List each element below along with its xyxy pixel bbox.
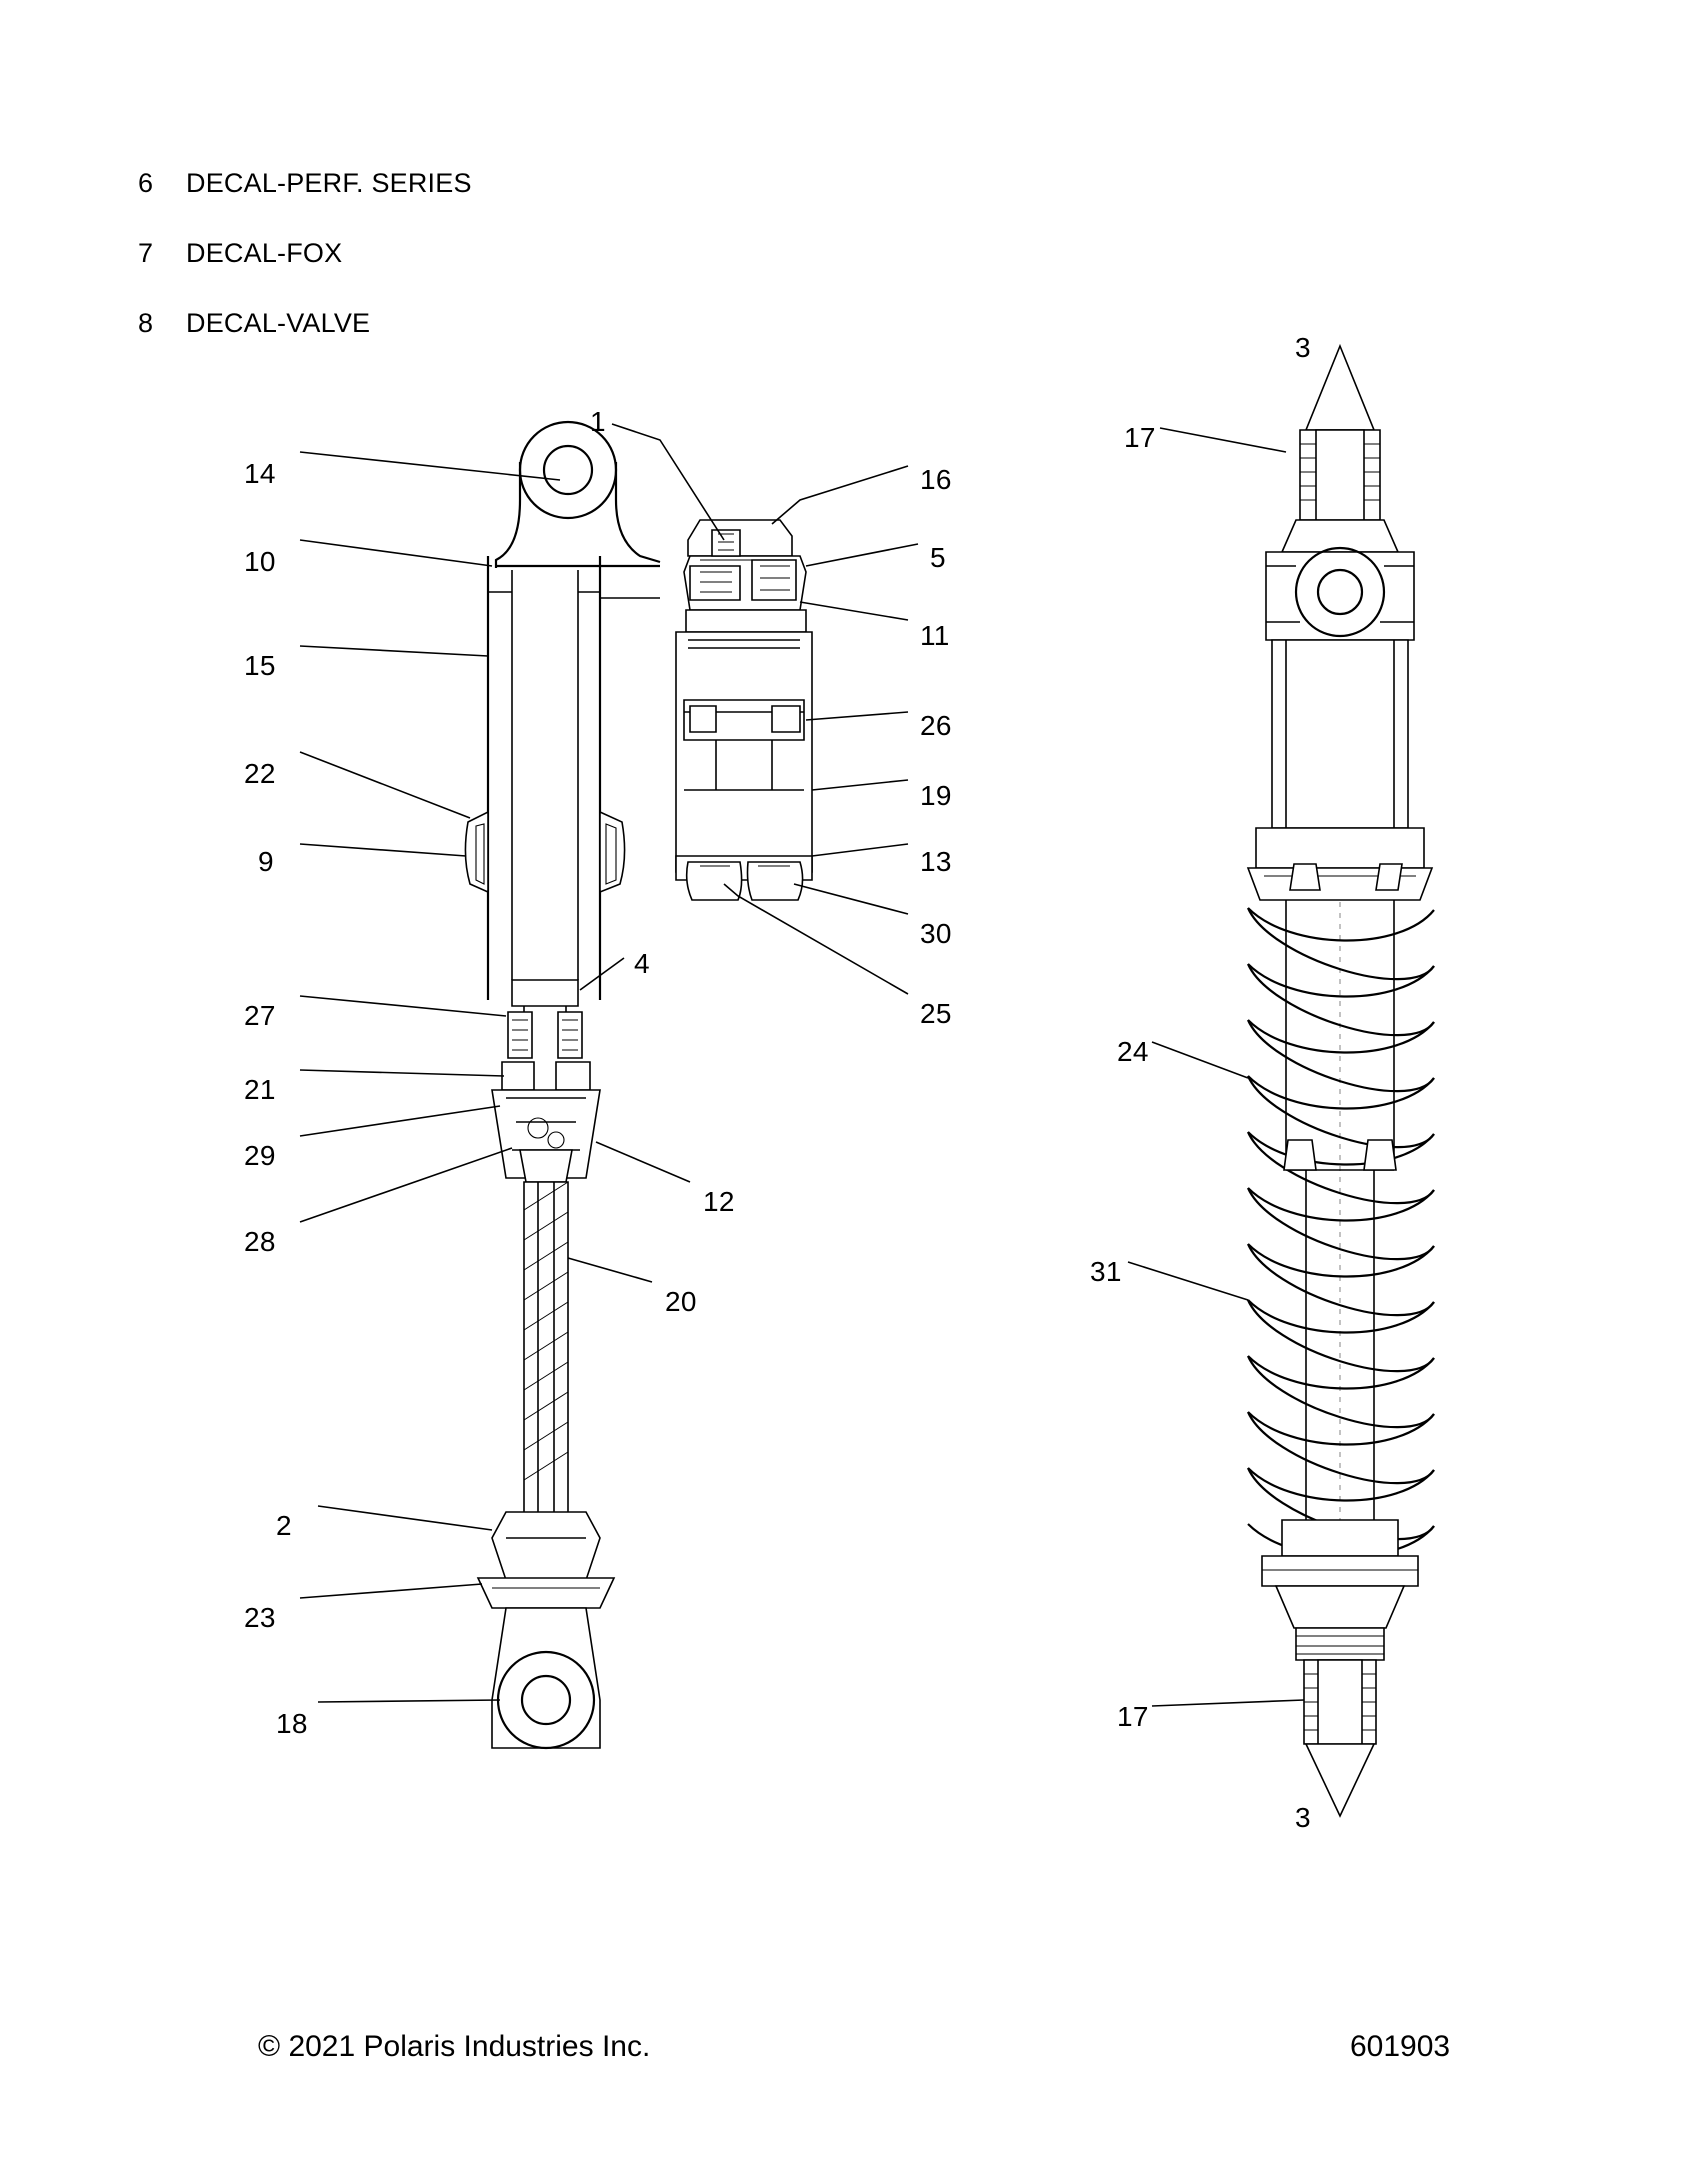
legend-item-number: 8 [138,308,154,338]
callout-30: 30 [920,918,952,949]
callout-12: 12 [703,1186,735,1217]
callout-4: 4 [634,948,650,979]
legend-item-label: DECAL-PERF. SERIES [186,168,472,198]
callout-3-bottom: 3 [1295,1802,1311,1833]
callout-9: 9 [258,846,274,877]
callout-22: 22 [244,758,276,789]
callout-28: 28 [244,1226,276,1257]
legend-item-number: 6 [138,168,154,198]
callout-18: 18 [276,1708,308,1739]
coil-spring [1248,908,1434,1557]
legend-item-number: 7 [138,238,154,268]
callout-31: 31 [1090,1256,1122,1287]
leader-lines-left [300,424,918,1702]
callout-19: 19 [920,780,952,811]
callout-10: 10 [244,546,276,577]
legend-item-label: DECAL-FOX [186,238,343,268]
callout-16: 16 [920,464,952,495]
right-shock-assembly [1248,346,1434,1816]
callout-29: 29 [244,1140,276,1171]
callout-17-top: 17 [1124,422,1156,453]
callout-5: 5 [930,542,946,573]
callout-11: 11 [920,620,950,651]
callout-1: 1 [590,406,606,437]
left-shock-cutaway [465,422,812,1748]
callout-23: 23 [244,1602,276,1633]
callout-2: 2 [276,1510,292,1541]
callout-25: 25 [920,998,952,1029]
callout-3-top: 3 [1295,332,1311,363]
callout-15: 15 [244,650,276,681]
callout-14: 14 [244,458,276,489]
part-number: 601903 [1350,2030,1451,2063]
legend-item-label: DECAL-VALVE [186,308,371,338]
copyright-notice: © 2021 Polaris Industries Inc. [258,2030,651,2063]
callout-13: 13 [920,846,952,877]
callout-20: 20 [665,1286,697,1317]
callout-17-bottom: 17 [1117,1701,1149,1732]
callout-27: 27 [244,1000,276,1031]
callout-26: 26 [920,710,952,741]
callout-24: 24 [1117,1036,1149,1067]
callout-21: 21 [244,1074,276,1105]
